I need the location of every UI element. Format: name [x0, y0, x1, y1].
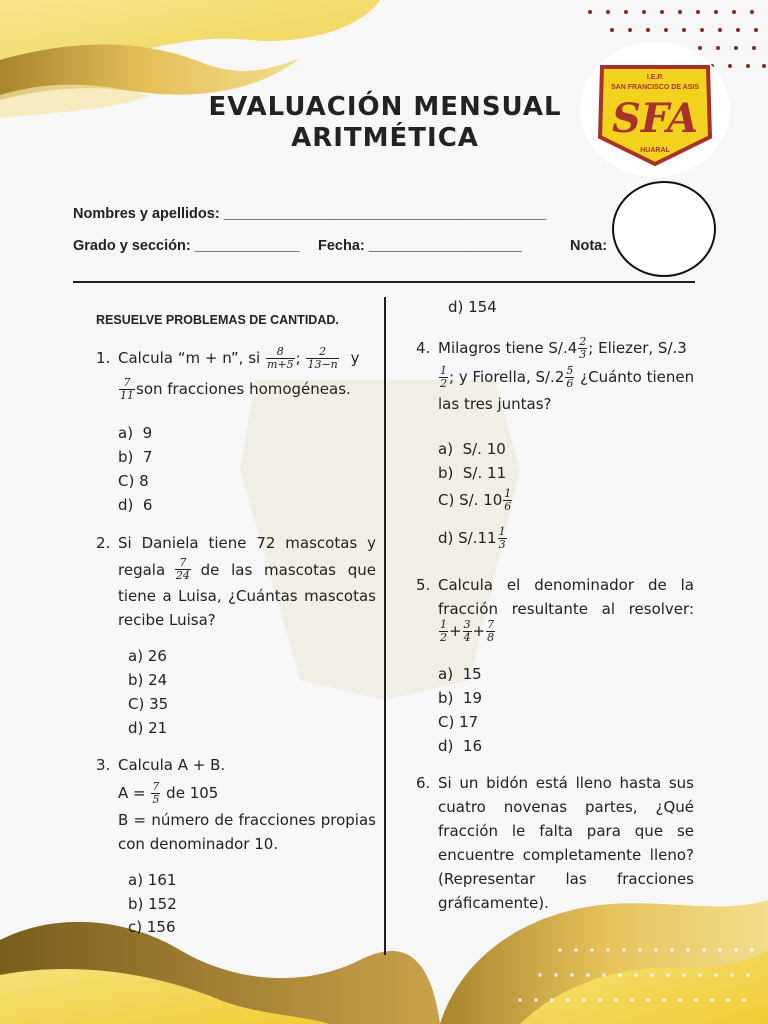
fraction: $\frac{8}{m+5}$ — [266, 345, 294, 371]
header-divider — [73, 281, 695, 283]
question-text: A = — [118, 784, 146, 802]
question-text: Calcula “m + n”, si — [118, 349, 261, 367]
question-number: 6. — [416, 774, 431, 792]
question-text: Milagros tiene S/.4 — [438, 339, 578, 357]
page-title-line1: EVALUACIÓN MENSUAL — [208, 92, 562, 122]
question-5: 5. Calcula el denominador de la fracción resultante al resolver: $\frac{1}{2}$ + $\frac{3}{4}$ + $\frac{7}{8}$ — [416, 573, 696, 663]
school-logo — [580, 42, 730, 177]
question-text: regala — [118, 560, 166, 579]
option-c[interactable]: c) 156 — [128, 918, 176, 936]
question-6 — [416, 771, 696, 921]
question-text: ; Eliezer, S/.3 — [588, 339, 687, 357]
option-d[interactable]: d) 6 — [118, 496, 153, 514]
question-text: ; y Fiorella, S/.2 — [449, 368, 565, 386]
option-a[interactable]: a) 9 — [118, 424, 153, 442]
question-text: con denominador 10. — [118, 835, 279, 853]
option-b[interactable]: b) 152 — [128, 895, 177, 913]
names-field[interactable]: Nombres y apellidos: ________________________________________ — [73, 206, 547, 222]
score-label: Nota: — [570, 238, 608, 254]
section-heading: RESUELVE PROBLEMAS DE CANTIDAD. — [96, 313, 339, 327]
question-text: de las mascotas que — [200, 560, 376, 579]
question-text: encuentre completamente lleno? — [438, 846, 694, 864]
question-text: B = número de fracciones propias — [118, 811, 376, 829]
option-c[interactable]: C) 17 — [438, 713, 479, 731]
question-2 — [96, 531, 376, 641]
option-b[interactable]: b) 7 — [118, 448, 153, 466]
option-d[interactable]: d) 154 — [448, 298, 497, 316]
option-d[interactable]: d) 16 — [438, 737, 482, 755]
svg-text:SFA: SFA — [612, 95, 698, 142]
question-number: 2. — [96, 534, 111, 552]
option-c[interactable]: C) 35 — [128, 695, 169, 713]
option-c[interactable]: C) S/. 10 $\frac{1}{6}$ — [438, 487, 512, 513]
fraction: $\frac{1}{6}$ — [504, 487, 512, 513]
question-text: gráficamente). — [438, 894, 549, 912]
fraction: $\frac{1}{2}$ — [440, 364, 447, 390]
school-emblem-icon — [580, 42, 730, 177]
question-text: las tres juntas? — [438, 395, 552, 413]
question-number: 3. — [96, 756, 111, 774]
option-b[interactable]: b) S/. 11 — [438, 464, 507, 482]
score-circle[interactable] — [612, 181, 716, 277]
question-text: (Representar las fracciones — [438, 870, 694, 888]
fraction: $\frac{7}{8}$ — [487, 618, 495, 644]
fraction: $\frac{7}{5}$ — [152, 780, 160, 806]
question-1: 1. Calcula “m + n”, si $\frac{8}{m+5}$ ; $\frac{2}{13-n}$ y $\frac{7}{11}$ son fracciones homogéneas. — [96, 345, 360, 402]
question-text: tiene a Luisa, ¿Cuántas mascotas — [118, 587, 376, 605]
question-text: de 105 — [166, 784, 219, 802]
question-text: fracción le falta para que se — [438, 822, 694, 840]
option-b[interactable]: b) 19 — [438, 689, 482, 707]
question-text: fracción resultante al resolver: — [438, 600, 694, 618]
fraction: $\frac{1}{2}$ — [440, 618, 447, 644]
option-a[interactable]: a) 161 — [128, 871, 177, 889]
question-text: Calcula el denominador de la — [438, 576, 694, 594]
option-b[interactable]: b) 24 — [128, 671, 168, 689]
option-d[interactable]: d) S/.11 $\frac{1}{3}$ — [438, 525, 506, 551]
svg-text:HUARAL: HUARAL — [640, 147, 670, 154]
question-text: Si Daniela tiene 72 mascotas y — [118, 534, 376, 552]
question-number: 4. — [416, 339, 431, 357]
question-3 — [96, 753, 376, 863]
question-text: recibe Luisa? — [118, 611, 216, 629]
date-field[interactable]: Fecha: ___________________ — [318, 238, 522, 254]
fraction: $\frac{7}{24}$ — [175, 556, 190, 582]
fraction: $\frac{7}{11}$ — [120, 376, 134, 402]
page-title-line2: ARITMÉTICA — [291, 123, 479, 153]
question-number: 1. — [96, 349, 111, 367]
question-number: 5. — [416, 576, 431, 594]
option-a[interactable]: a) 15 — [438, 665, 482, 683]
fraction: $\frac{3}{4}$ — [463, 618, 471, 644]
option-c[interactable]: C) 8 — [118, 472, 149, 490]
question-text: cuatro novenas partes, ¿Qué — [438, 798, 694, 816]
fraction: $\frac{2}{3}$ — [579, 335, 587, 361]
question-text: Si un bidón está lleno hasta sus — [438, 774, 694, 792]
fraction: $\frac{5}{6}$ — [566, 364, 574, 390]
option-a[interactable]: a) 26 — [128, 647, 167, 665]
option-d[interactable]: d) 21 — [128, 719, 168, 737]
column-divider — [384, 297, 386, 955]
fraction: $\frac{2}{13-n}$ — [307, 345, 338, 371]
grade-section-field[interactable]: Grado y sección: _____________ — [73, 238, 300, 254]
fraction: $\frac{1}{3}$ — [498, 525, 506, 551]
question-text: son fracciones homogéneas. — [136, 380, 351, 398]
question-text: ¿Cuánto tienen — [580, 368, 695, 386]
svg-text:I.E.P.: I.E.P. — [646, 74, 664, 81]
question-4 — [416, 336, 696, 436]
svg-text:SAN FRANCISCO DE ASIS: SAN FRANCISCO DE ASIS — [610, 84, 700, 91]
option-a[interactable]: a) S/. 10 — [438, 440, 506, 458]
question-text: Calcula A + B. — [118, 756, 226, 774]
